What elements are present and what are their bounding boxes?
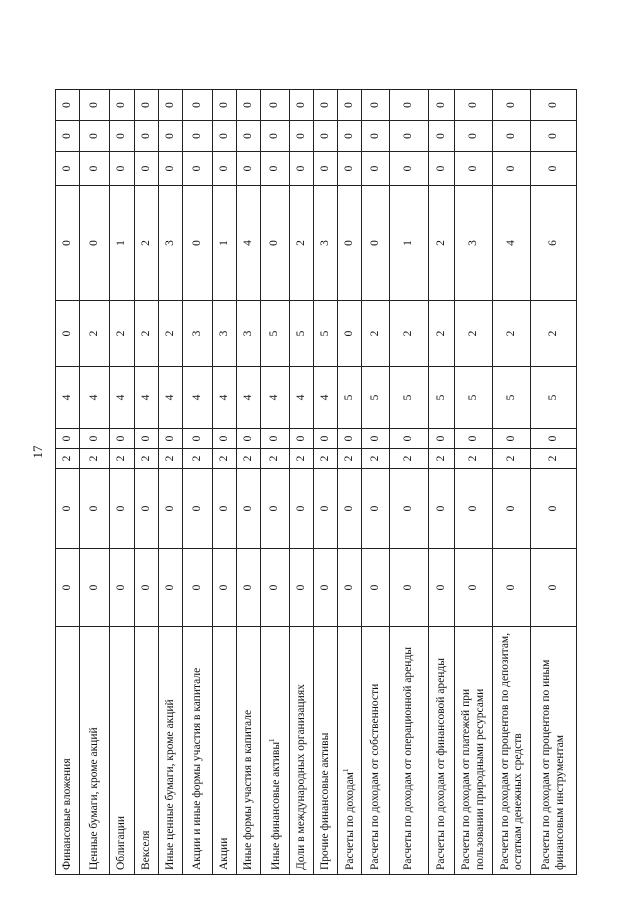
code-cell: 0 — [428, 549, 454, 627]
row-name-cell — [362, 627, 390, 875]
code-cell: 0 — [158, 469, 182, 549]
code-cell: 0 — [362, 186, 390, 301]
code-cell: 0 — [134, 90, 158, 121]
table-row — [390, 90, 428, 875]
code-cell: 0 — [182, 549, 212, 627]
code-cell: 0 — [80, 90, 110, 121]
table-row — [158, 90, 182, 875]
row-name-cell — [182, 627, 212, 875]
row-name-cell — [390, 627, 428, 875]
code-cell: 0 — [454, 469, 492, 549]
code-cell: 0 — [289, 429, 313, 449]
code-cell: 0 — [237, 121, 261, 152]
code-cell: 0 — [110, 90, 134, 121]
row-name-cell — [261, 627, 289, 875]
footnote-marker: 1 — [267, 738, 276, 742]
code-cell: 2 — [110, 301, 134, 367]
code-cell: 1 — [213, 186, 237, 301]
code-cell: 0 — [261, 90, 289, 121]
code-cell: 0 — [362, 469, 390, 549]
code-cell: 0 — [110, 121, 134, 152]
code-cell: 0 — [428, 90, 454, 121]
code-cell: 0 — [80, 469, 110, 549]
code-cell: 0 — [213, 429, 237, 449]
code-cell: 0 — [313, 121, 337, 152]
code-cell: 0 — [493, 549, 531, 627]
row-name: Иные ценные бумаги, кроме акций — [163, 699, 176, 870]
code-cell: 4 — [237, 186, 261, 301]
code-cell: 0 — [261, 549, 289, 627]
code-cell: 0 — [362, 152, 390, 186]
code-cell: 0 — [56, 301, 80, 367]
code-cell: 0 — [80, 152, 110, 186]
code-cell: 2 — [134, 301, 158, 367]
code-cell: 0 — [261, 121, 289, 152]
code-cell: 0 — [56, 152, 80, 186]
code-cell: 2 — [261, 449, 289, 469]
code-cell: 0 — [362, 429, 390, 449]
code-cell: 4 — [80, 367, 110, 429]
code-cell: 0 — [390, 152, 428, 186]
code-cell: 2 — [338, 449, 362, 469]
code-cell: 0 — [261, 429, 289, 449]
row-name: Иные финансовые активы — [269, 741, 282, 870]
code-cell: 0 — [493, 90, 531, 121]
code-cell: 0 — [289, 121, 313, 152]
code-cell: 4 — [182, 367, 212, 429]
table-row — [134, 90, 158, 875]
page-number: 17 — [30, 445, 45, 459]
code-cell: 0 — [261, 186, 289, 301]
code-cell: 0 — [531, 121, 577, 152]
code-cell: 0 — [313, 469, 337, 549]
code-cell: 3 — [237, 301, 261, 367]
row-name: Ценные бумаги, кроме акций — [88, 727, 101, 870]
code-cell: 0 — [493, 121, 531, 152]
code-cell: 4 — [237, 367, 261, 429]
code-cell: 0 — [289, 549, 313, 627]
code-cell: 0 — [56, 469, 80, 549]
code-cell: 0 — [158, 429, 182, 449]
code-cell: 2 — [390, 449, 428, 469]
code-cell: 0 — [313, 90, 337, 121]
code-cell: 2 — [428, 301, 454, 367]
code-cell: 0 — [362, 121, 390, 152]
code-cell: 0 — [390, 469, 428, 549]
code-cell: 0 — [531, 549, 577, 627]
code-cell: 2 — [134, 186, 158, 301]
code-cell: 3 — [454, 186, 492, 301]
code-cell: 0 — [338, 90, 362, 121]
code-cell: 0 — [56, 549, 80, 627]
row-name-cell — [213, 627, 237, 875]
code-cell: 0 — [110, 549, 134, 627]
row-name: Расчеты по доходам от платежей при пользовании природными ресурсами — [460, 688, 486, 870]
code-cell: 4 — [313, 367, 337, 429]
row-name-cell — [237, 627, 261, 875]
code-cell: 0 — [338, 152, 362, 186]
row-name-cell — [289, 627, 313, 875]
code-cell: 0 — [134, 549, 158, 627]
code-cell: 4 — [56, 367, 80, 429]
code-cell: 0 — [134, 152, 158, 186]
code-cell: 0 — [289, 152, 313, 186]
code-cell: 0 — [313, 152, 337, 186]
table-row — [313, 90, 337, 875]
row-name-cell — [493, 627, 531, 875]
row-name-cell — [338, 627, 362, 875]
code-cell: 0 — [493, 152, 531, 186]
row-name-cell — [134, 627, 158, 875]
code-cell: 0 — [338, 301, 362, 367]
code-cell: 2 — [493, 449, 531, 469]
code-cell: 4 — [158, 367, 182, 429]
row-name: Векселя — [139, 830, 152, 870]
code-cell: 2 — [80, 449, 110, 469]
code-cell: 2 — [390, 301, 428, 367]
code-cell: 0 — [110, 469, 134, 549]
code-cell: 0 — [338, 469, 362, 549]
code-cell: 0 — [80, 549, 110, 627]
code-cell: 2 — [362, 301, 390, 367]
code-cell: 0 — [362, 90, 390, 121]
table-row — [338, 90, 362, 875]
table-row — [237, 90, 261, 875]
code-cell: 0 — [213, 549, 237, 627]
table-body — [56, 90, 577, 875]
code-cell: 5 — [313, 301, 337, 367]
row-name: Расчеты по доходам от собственности — [369, 683, 382, 870]
code-cell: 0 — [428, 121, 454, 152]
code-cell: 5 — [428, 367, 454, 429]
table-row — [56, 90, 80, 875]
code-cell: 4 — [289, 367, 313, 429]
code-cell: 0 — [390, 121, 428, 152]
code-cell: 4 — [213, 367, 237, 429]
code-cell: 2 — [493, 301, 531, 367]
code-cell: 2 — [134, 449, 158, 469]
code-cell: 2 — [428, 186, 454, 301]
code-cell: 0 — [134, 429, 158, 449]
code-cell: 0 — [80, 186, 110, 301]
code-cell: 2 — [182, 449, 212, 469]
code-cell: 2 — [110, 449, 134, 469]
code-cell: 0 — [182, 186, 212, 301]
code-cell: 1 — [110, 186, 134, 301]
code-cell: 0 — [134, 469, 158, 549]
row-name: Финансовые вложения — [60, 758, 73, 870]
code-cell: 0 — [182, 469, 212, 549]
code-cell: 0 — [182, 90, 212, 121]
code-cell: 0 — [338, 549, 362, 627]
row-name-cell — [531, 627, 577, 875]
code-cell: 0 — [531, 152, 577, 186]
code-cell: 0 — [134, 121, 158, 152]
code-cell: 0 — [56, 186, 80, 301]
row-name: Акции — [218, 837, 231, 870]
code-cell: 5 — [261, 301, 289, 367]
row-name-cell — [313, 627, 337, 875]
table-row — [362, 90, 390, 875]
code-cell: 1 — [390, 186, 428, 301]
code-cell: 0 — [237, 90, 261, 121]
row-name: Расчеты по доходам от операционной аренды — [402, 646, 415, 870]
code-cell: 5 — [493, 367, 531, 429]
code-cell: 0 — [428, 429, 454, 449]
table-row — [261, 90, 289, 875]
row-name-cell — [428, 627, 454, 875]
code-cell: 0 — [110, 152, 134, 186]
code-cell: 2 — [213, 449, 237, 469]
code-cell: 4 — [134, 367, 158, 429]
code-cell: 0 — [213, 469, 237, 549]
code-cell: 2 — [362, 449, 390, 469]
code-cell: 2 — [237, 449, 261, 469]
code-cell: 0 — [313, 429, 337, 449]
row-name: Акции и иные формы участия в капитале — [190, 667, 203, 870]
code-cell: 0 — [56, 429, 80, 449]
code-cell: 0 — [313, 549, 337, 627]
code-cell: 3 — [158, 186, 182, 301]
code-cell: 0 — [454, 549, 492, 627]
code-cell: 0 — [158, 549, 182, 627]
code-cell: 0 — [261, 469, 289, 549]
table-row — [428, 90, 454, 875]
code-cell: 0 — [261, 152, 289, 186]
classification-table — [55, 89, 577, 875]
code-cell: 0 — [110, 429, 134, 449]
code-cell: 0 — [289, 90, 313, 121]
code-cell: 4 — [261, 367, 289, 429]
row-name: Прочие финансовые активы — [318, 732, 331, 870]
table-row — [454, 90, 492, 875]
footnote-marker: 1 — [342, 768, 351, 773]
code-cell: 0 — [531, 90, 577, 121]
code-cell: 0 — [493, 469, 531, 549]
code-cell: 0 — [338, 121, 362, 152]
code-cell: 0 — [531, 429, 577, 449]
code-cell: 2 — [56, 449, 80, 469]
code-cell: 0 — [237, 429, 261, 449]
code-cell: 0 — [454, 152, 492, 186]
code-cell: 4 — [493, 186, 531, 301]
row-name: Доли в международных организациях — [294, 684, 307, 870]
code-cell: 0 — [56, 121, 80, 152]
code-cell: 2 — [158, 449, 182, 469]
code-cell: 2 — [428, 449, 454, 469]
code-cell: 5 — [531, 367, 577, 429]
code-cell: 5 — [362, 367, 390, 429]
code-cell: 0 — [80, 121, 110, 152]
code-cell: 5 — [390, 367, 428, 429]
code-cell: 2 — [313, 449, 337, 469]
code-cell: 2 — [80, 301, 110, 367]
code-cell: 0 — [428, 152, 454, 186]
row-name-cell — [158, 627, 182, 875]
row-name-cell — [110, 627, 134, 875]
table-row — [110, 90, 134, 875]
table-row — [182, 90, 212, 875]
code-cell: 0 — [362, 549, 390, 627]
code-cell: 0 — [454, 90, 492, 121]
row-name: Расчеты по доходам от процентов по иным финансовым инструментам — [540, 659, 566, 870]
code-cell: 3 — [182, 301, 212, 367]
code-cell: 4 — [110, 367, 134, 429]
code-cell: 0 — [56, 90, 80, 121]
code-cell: 0 — [237, 469, 261, 549]
code-cell: 6 — [531, 186, 577, 301]
table-row — [493, 90, 531, 875]
code-cell: 0 — [158, 90, 182, 121]
code-cell: 0 — [213, 152, 237, 186]
code-cell: 2 — [531, 301, 577, 367]
code-cell: 0 — [428, 469, 454, 549]
code-cell: 5 — [338, 367, 362, 429]
code-cell: 3 — [213, 301, 237, 367]
row-name: Облигации — [115, 815, 128, 870]
code-cell: 0 — [531, 469, 577, 549]
code-cell: 0 — [182, 121, 212, 152]
row-name-cell — [454, 627, 492, 875]
code-cell: 0 — [237, 152, 261, 186]
code-cell: 0 — [213, 121, 237, 152]
row-name: Расчеты по доходам — [343, 772, 356, 870]
code-cell: 0 — [158, 152, 182, 186]
code-cell: 0 — [390, 549, 428, 627]
code-cell: 5 — [454, 367, 492, 429]
table-row — [289, 90, 313, 875]
table-row — [213, 90, 237, 875]
row-name: Иные формы участия в капитале — [242, 709, 255, 870]
code-cell: 2 — [289, 186, 313, 301]
code-cell: 0 — [213, 90, 237, 121]
table-container — [55, 90, 577, 875]
code-cell: 0 — [338, 186, 362, 301]
code-cell: 0 — [493, 429, 531, 449]
code-cell: 2 — [454, 301, 492, 367]
code-cell: 0 — [182, 152, 212, 186]
code-cell: 2 — [289, 449, 313, 469]
table-row — [531, 90, 577, 875]
table-row — [80, 90, 110, 875]
code-cell: 0 — [454, 121, 492, 152]
code-cell: 2 — [454, 449, 492, 469]
code-cell: 0 — [338, 429, 362, 449]
row-name-cell — [56, 627, 80, 875]
code-cell: 0 — [454, 429, 492, 449]
code-cell: 0 — [390, 90, 428, 121]
code-cell: 5 — [289, 301, 313, 367]
code-cell: 2 — [531, 449, 577, 469]
code-cell: 0 — [390, 429, 428, 449]
row-name-cell — [80, 627, 110, 875]
code-cell: 0 — [289, 469, 313, 549]
row-name: Расчеты по доходам от финансовой аренды — [434, 657, 447, 870]
code-cell: 3 — [313, 186, 337, 301]
code-cell: 2 — [158, 301, 182, 367]
code-cell: 0 — [80, 429, 110, 449]
code-cell: 0 — [237, 549, 261, 627]
code-cell: 0 — [158, 121, 182, 152]
row-name: Расчеты по доходам от процентов по депозитам, остаткам денежных средств — [498, 632, 524, 870]
code-cell: 0 — [182, 429, 212, 449]
